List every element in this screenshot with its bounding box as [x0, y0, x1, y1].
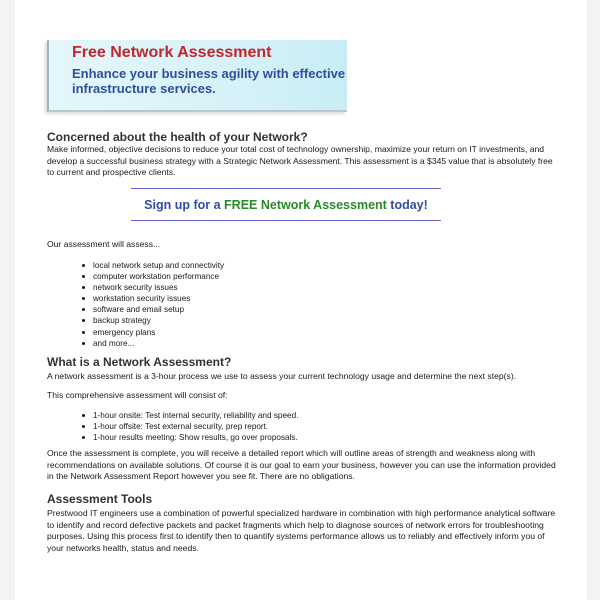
section-body-what: A network assessment is a 3-hour process we use to assess your current technology usage and determine the next step(s).	[47, 371, 517, 381]
list-item: workstation security issues	[80, 293, 224, 304]
list-item: computer workstation performance	[80, 271, 224, 282]
section-heading-health: Concerned about the health of your Network?	[47, 130, 308, 144]
list-item: emergency plans	[80, 327, 224, 338]
list-item: network security issues	[80, 282, 224, 293]
section-body-tools: Prestwood IT engineers use a combination of powerful specialized hardware in combination with high performance analytical software to identify and record defective packets and packet fragments which help to diagnose sources of network errors for troubleshooting purposes. Using this process first to identify then to quantify systems performance allows us to reliably and effectively inform you of your networks health, status and needs.	[47, 508, 556, 553]
list-item: 1-hour onsite: Test internal security, reliability and speed.	[80, 410, 298, 421]
section-closing-what: Once the assessment is complete, you will receive a detailed report which will outline areas of strength and weakness along with recommendations on available solutions. Of course it is our goal to earn your business, however you can use the information provided in the Network Assessment Report however you see fit. There are no obligations.	[47, 448, 556, 481]
signup-callout	[131, 198, 441, 212]
divider-top	[131, 188, 441, 189]
banner-subtitle: Enhance your business agility with effective infrastructure services.	[72, 66, 346, 96]
signup-prefix: Sign up for a	[144, 198, 225, 212]
consist-list	[80, 410, 298, 443]
list-item: software and email setup	[80, 304, 224, 315]
section-heading-what: What is a Network Assessment?	[47, 355, 232, 369]
divider-bottom	[131, 220, 441, 221]
section-heading-tools: Assessment Tools	[47, 492, 153, 506]
list-item: and more...	[80, 338, 224, 349]
assess-list	[80, 260, 224, 349]
assess-intro: Our assessment will assess...	[47, 239, 161, 249]
signup-highlight: FREE Network Assessment	[224, 198, 387, 212]
list-item: 1-hour offsite: Test external security, prep report.	[80, 421, 298, 432]
list-item: local network setup and connectivity	[80, 260, 224, 271]
signup-suffix: today!	[386, 198, 428, 212]
list-item: backup strategy	[80, 315, 224, 326]
consist-intro: This comprehensive assessment will consist of:	[47, 390, 228, 400]
banner-title: Free Network Assessment	[72, 44, 272, 61]
section-body-health: Make informed, objective decisions to reduce your total cost of technology ownership, maximize your return on IT investments, and develop a successful business strategy with a Strategic Network Assessment. This assessment is a $345 value that is absolutely free to current and prospective clients.	[47, 144, 553, 177]
list-item: 1-hour results meeting: Show results, go over proposals.	[80, 432, 298, 443]
